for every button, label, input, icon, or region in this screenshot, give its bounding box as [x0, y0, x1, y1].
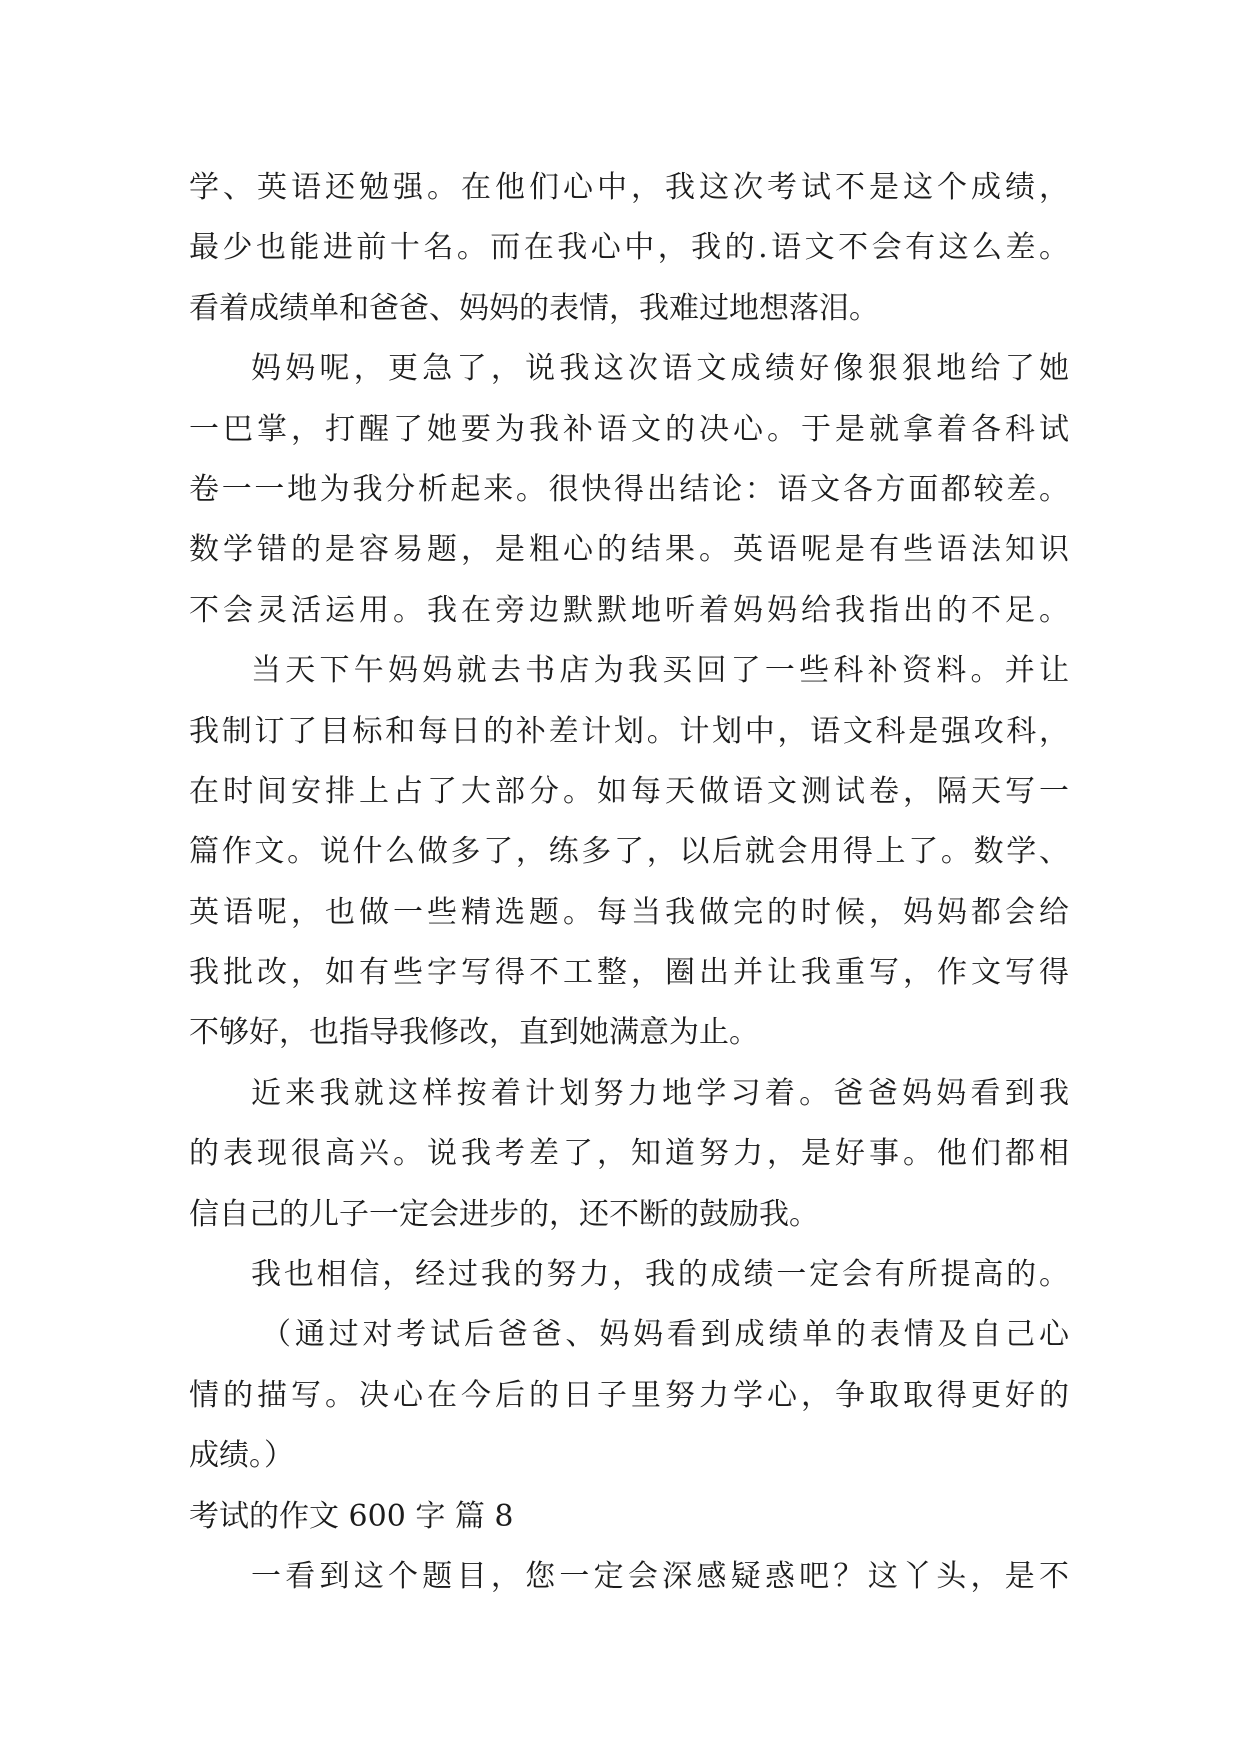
- text-line-24: 一看到这个题目，您一定会深感疑惑吧？这丫头，是不: [251, 1558, 1069, 1594]
- text-line-12: 篇作文。说什么做多了，练多了，以后就会用得上了。数学、: [189, 834, 1069, 870]
- section-heading: 考试的作文 600 字 篇 8: [189, 1498, 514, 1534]
- text-line-1: 学、英语还勉强。在他们心中，我这次考试不是这个成绩，: [189, 170, 1069, 205]
- text-line-6: 卷一一地为我分析起来。很快得出结论：语文各方面都较差。: [189, 471, 1069, 507]
- text-line-8: 不会灵活运用。我在旁边默默地听着妈妈给我指出的不足。: [189, 592, 1069, 628]
- text-line-14: 我批改，如有些字写得不工整，圈出并让我重写，作文写得: [189, 955, 1069, 991]
- text-line-3: 看着成绩单和爸爸、妈妈的表情，我难过地想落泪。: [189, 290, 879, 326]
- text-line-7: 数学错的是容易题，是粗心的结果。英语呢是有些语法知识: [189, 532, 1069, 568]
- text-line-13: 英语呢，也做一些精选题。每当我做完的时候，妈妈都会给: [189, 894, 1069, 930]
- text-line-17: 的表现很高兴。说我考差了，知道努力，是好事。他们都相: [189, 1136, 1069, 1172]
- text-line-4: 妈妈呢，更急了，说我这次语文成绩好像狠狠地给了她: [251, 351, 1069, 387]
- text-line-9: 当天下午妈妈就去书店为我买回了一些科补资料。并让: [251, 653, 1069, 689]
- text-line-5: 一巴掌，打醒了她要为我补语文的决心。于是就拿着各科试: [189, 411, 1069, 447]
- text-line-18: 信自己的儿子一定会进步的，还不断的鼓励我。: [189, 1196, 819, 1232]
- text-line-2: 最少也能进前十名。而在我心中，我的.语文不会有这么差。: [189, 230, 1069, 266]
- text-line-16: 近来我就这样按着计划努力地学习着。爸爸妈妈看到我: [251, 1075, 1069, 1111]
- text-line-20: （通过对考试后爸爸、妈妈看到成绩单的表情及自己心: [261, 1317, 1069, 1353]
- text-line-19: 我也相信，经过我的努力，我的成绩一定会有所提高的。: [251, 1257, 1069, 1293]
- text-line-10: 我制订了目标和每日的补差计划。计划中，语文科是强攻科，: [189, 713, 1069, 749]
- text-line-15: 不够好，也指导我修改，直到她满意为止。: [189, 1015, 759, 1051]
- text-line-22: 成绩。）: [189, 1438, 294, 1474]
- text-line-11: 在时间安排上占了大部分。如每天做语文测试卷，隔天写一: [189, 773, 1069, 809]
- document-body: [189, 158, 1069, 1607]
- text-line-21: 情的描写。决心在今后的日子里努力学心，争取取得更好的: [189, 1377, 1069, 1413]
